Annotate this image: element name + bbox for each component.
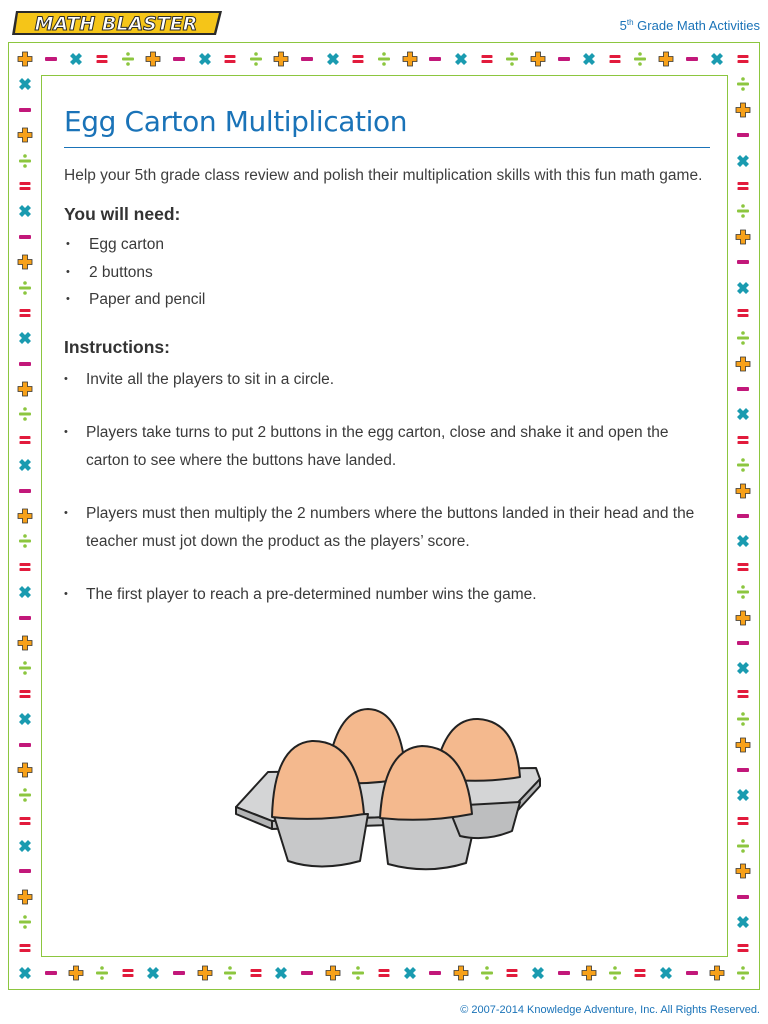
plus-icon bbox=[17, 762, 33, 778]
equals-icon bbox=[735, 178, 751, 194]
equals-icon bbox=[17, 559, 33, 575]
equals-icon bbox=[120, 965, 136, 981]
equals-icon bbox=[17, 178, 33, 194]
divide-icon bbox=[17, 406, 33, 422]
minus-icon bbox=[684, 965, 700, 981]
page-title: Egg Carton Multiplication bbox=[64, 105, 408, 138]
equals-icon bbox=[607, 51, 623, 67]
list-item: • Egg carton bbox=[64, 231, 710, 259]
plus-icon bbox=[709, 965, 725, 981]
plus-icon bbox=[325, 965, 341, 981]
equals-icon bbox=[17, 813, 33, 829]
minus-icon bbox=[43, 51, 59, 67]
title-divider bbox=[64, 147, 710, 148]
equals-icon bbox=[17, 432, 33, 448]
times-icon bbox=[17, 457, 33, 473]
equals-icon bbox=[735, 813, 751, 829]
divide-icon bbox=[735, 838, 751, 854]
times-icon bbox=[735, 660, 751, 676]
divide-icon bbox=[735, 203, 751, 219]
minus-icon bbox=[427, 51, 443, 67]
equals-icon bbox=[17, 305, 33, 321]
times-icon bbox=[581, 51, 597, 67]
times-icon bbox=[325, 51, 341, 67]
minus-icon bbox=[17, 356, 33, 372]
equals-icon bbox=[735, 940, 751, 956]
plus-icon bbox=[17, 508, 33, 524]
plus-icon bbox=[145, 51, 161, 67]
divide-icon bbox=[17, 787, 33, 803]
instructions-heading: Instructions: bbox=[64, 336, 170, 357]
grade-label: 5th Grade Math Activities bbox=[619, 18, 760, 33]
divide-icon bbox=[17, 153, 33, 169]
equals-icon bbox=[504, 965, 520, 981]
divide-icon bbox=[248, 51, 264, 67]
times-icon bbox=[735, 153, 751, 169]
plus-icon bbox=[17, 254, 33, 270]
equals-icon bbox=[735, 51, 751, 67]
minus-icon bbox=[735, 635, 751, 651]
minus-icon bbox=[171, 51, 187, 67]
equals-icon bbox=[735, 686, 751, 702]
minus-icon bbox=[17, 102, 33, 118]
times-icon bbox=[709, 51, 725, 67]
divide-icon bbox=[350, 965, 366, 981]
times-icon bbox=[735, 914, 751, 930]
minus-icon bbox=[17, 483, 33, 499]
divide-icon bbox=[735, 76, 751, 92]
times-icon bbox=[17, 584, 33, 600]
divide-icon bbox=[17, 914, 33, 930]
equals-icon bbox=[248, 965, 264, 981]
plus-icon bbox=[658, 51, 674, 67]
divide-icon bbox=[735, 330, 751, 346]
times-icon bbox=[273, 965, 289, 981]
minus-icon bbox=[735, 762, 751, 778]
times-icon bbox=[17, 711, 33, 727]
plus-icon bbox=[453, 965, 469, 981]
divide-icon bbox=[376, 51, 392, 67]
equals-icon bbox=[17, 940, 33, 956]
worksheet-content bbox=[64, 104, 710, 635]
times-icon bbox=[735, 406, 751, 422]
plus-icon bbox=[735, 483, 751, 499]
plus-icon bbox=[735, 356, 751, 372]
divide-icon bbox=[94, 965, 110, 981]
equals-icon bbox=[94, 51, 110, 67]
divide-icon bbox=[504, 51, 520, 67]
times-icon bbox=[68, 51, 84, 67]
divide-icon bbox=[17, 280, 33, 296]
minus-icon bbox=[556, 965, 572, 981]
plus-icon bbox=[17, 51, 33, 67]
list-item: • 2 buttons bbox=[64, 259, 710, 287]
list-item: • Players must then multiply the 2 numbers where the buttons landed in their head and the teacher must jot down the product as the players’ score. bbox=[64, 500, 710, 555]
plus-icon bbox=[17, 381, 33, 397]
minus-icon bbox=[17, 737, 33, 753]
times-icon bbox=[17, 203, 33, 219]
times-icon bbox=[530, 965, 546, 981]
list-item: • Invite all the players to sit in a circle. bbox=[64, 366, 710, 394]
times-icon bbox=[145, 965, 161, 981]
math-blaster-logo[interactable] bbox=[10, 8, 225, 38]
divide-icon bbox=[120, 51, 136, 67]
minus-icon bbox=[427, 965, 443, 981]
minus-icon bbox=[735, 127, 751, 143]
divide-icon bbox=[735, 965, 751, 981]
divide-icon bbox=[735, 711, 751, 727]
minus-icon bbox=[684, 51, 700, 67]
instructions-list bbox=[64, 366, 710, 609]
plus-icon bbox=[17, 635, 33, 651]
divide-icon bbox=[479, 965, 495, 981]
logo-text: MATH BLASTER bbox=[34, 13, 198, 35]
list-item: • The first player to reach a pre-determined number wins the game. bbox=[64, 581, 710, 609]
minus-icon bbox=[735, 381, 751, 397]
plus-icon bbox=[273, 51, 289, 67]
plus-icon bbox=[530, 51, 546, 67]
plus-icon bbox=[402, 51, 418, 67]
plus-icon bbox=[17, 889, 33, 905]
equals-icon bbox=[376, 965, 392, 981]
times-icon bbox=[197, 51, 213, 67]
times-icon bbox=[658, 965, 674, 981]
equals-icon bbox=[222, 51, 238, 67]
plus-icon bbox=[735, 229, 751, 245]
times-icon bbox=[453, 51, 469, 67]
times-icon bbox=[735, 787, 751, 803]
times-icon bbox=[17, 838, 33, 854]
divide-icon bbox=[17, 660, 33, 676]
plus-icon bbox=[17, 127, 33, 143]
times-icon bbox=[17, 965, 33, 981]
divide-icon bbox=[607, 965, 623, 981]
intro-paragraph: Help your 5th grade class review and polish their multiplication skills with this fun math game. bbox=[64, 167, 703, 184]
times-icon bbox=[402, 965, 418, 981]
divide-icon bbox=[222, 965, 238, 981]
plus-icon bbox=[735, 102, 751, 118]
list-item: • Paper and pencil bbox=[64, 286, 710, 314]
equals-icon bbox=[479, 51, 495, 67]
plus-icon bbox=[735, 863, 751, 879]
times-icon bbox=[735, 280, 751, 296]
times-icon bbox=[735, 533, 751, 549]
equals-icon bbox=[735, 559, 751, 575]
plus-icon bbox=[735, 610, 751, 626]
times-icon bbox=[17, 76, 33, 92]
plus-icon bbox=[68, 965, 84, 981]
minus-icon bbox=[43, 965, 59, 981]
minus-icon bbox=[171, 965, 187, 981]
needs-heading: You will need: bbox=[64, 204, 181, 224]
minus-icon bbox=[299, 965, 315, 981]
minus-icon bbox=[556, 51, 572, 67]
divide-icon bbox=[735, 457, 751, 473]
materials-list bbox=[64, 231, 710, 314]
list-item: • Players take turns to put 2 buttons in the egg carton, close and shake it and open the carton to see where the buttons have landed. bbox=[64, 419, 710, 474]
equals-icon bbox=[17, 686, 33, 702]
equals-icon bbox=[350, 51, 366, 67]
minus-icon bbox=[299, 51, 315, 67]
divide-icon bbox=[735, 584, 751, 600]
minus-icon bbox=[17, 229, 33, 245]
times-icon bbox=[17, 330, 33, 346]
equals-icon bbox=[735, 432, 751, 448]
minus-icon bbox=[735, 254, 751, 270]
equals-icon bbox=[632, 965, 648, 981]
egg-carton-illustration bbox=[228, 700, 548, 885]
minus-icon bbox=[735, 889, 751, 905]
divide-icon bbox=[632, 51, 648, 67]
minus-icon bbox=[735, 508, 751, 524]
plus-icon bbox=[197, 965, 213, 981]
copyright-notice: © 2007-2014 Knowledge Adventure, Inc. All Rights Reserved. bbox=[460, 1004, 760, 1016]
plus-icon bbox=[581, 965, 597, 981]
divide-icon bbox=[17, 533, 33, 549]
equals-icon bbox=[735, 305, 751, 321]
plus-icon bbox=[735, 737, 751, 753]
minus-icon bbox=[17, 610, 33, 626]
minus-icon bbox=[17, 863, 33, 879]
